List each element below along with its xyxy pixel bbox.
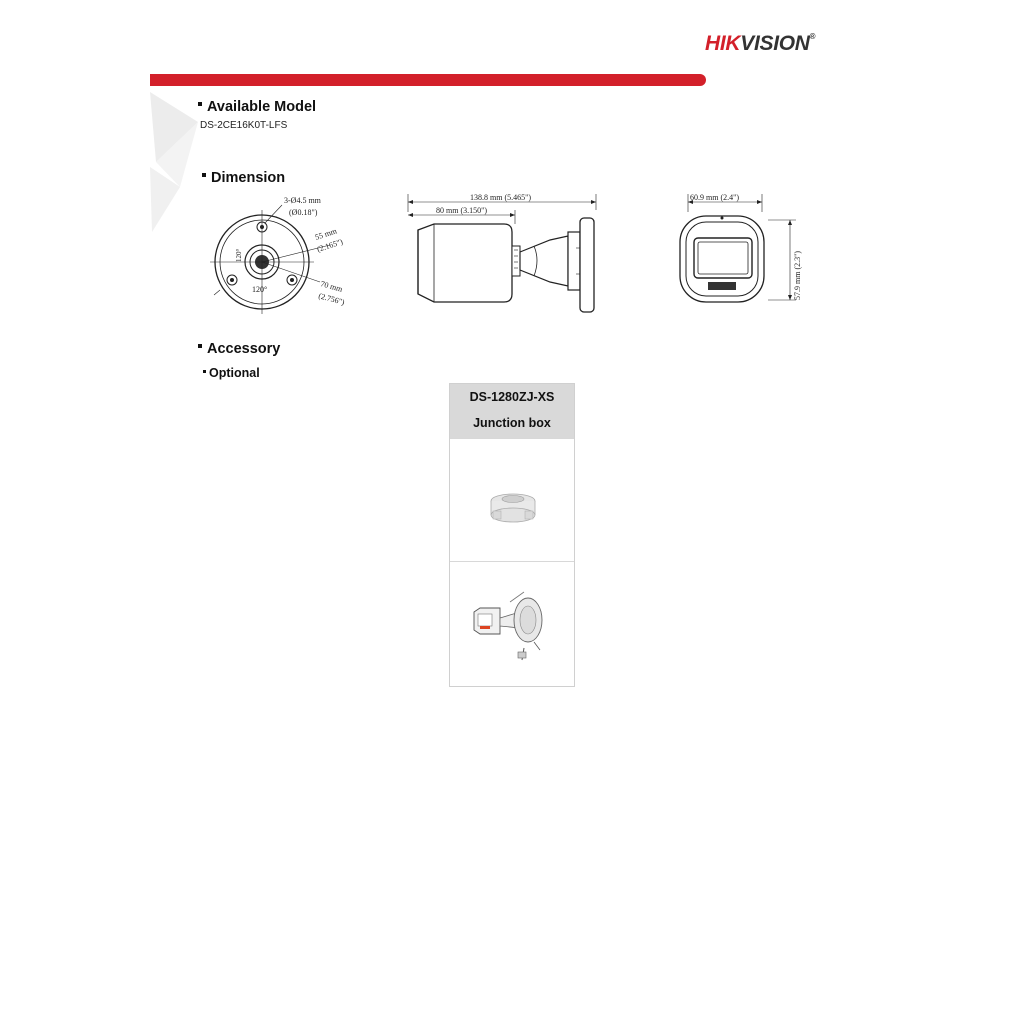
bullet-icon [198,344,202,348]
accessory-card-header [450,384,574,438]
accessory-card [449,383,575,687]
total-length-label: 138.8 mm (5.465") [470,193,532,202]
available-model-heading-text: Available Model [207,99,317,115]
model-number: DS-2CE16K0T-LFS [200,120,288,131]
optional-subheading [203,366,260,380]
registered-mark: ® [809,32,816,41]
hole-label: 3-Ø4.5 mm [284,196,321,205]
hole-label-inch: (Ø0.18") [289,208,318,217]
junction-box-icon [450,439,574,561]
bullet-icon [202,173,206,177]
dim-55mm-inch-label: (2.165") [315,237,344,254]
accessory-heading [198,341,280,357]
base-view-drawing [200,190,360,315]
brand-logo-dark: VISION [740,32,810,55]
bullet-icon [198,102,202,106]
front-height-label: 57.9 mm (2.3") [793,250,802,300]
angle-label-top: 120° [235,248,243,262]
dimension-heading [202,170,285,186]
accessory-name: Junction box [473,416,551,430]
dim-70mm-inch-label: (2.756") [317,291,346,307]
dimension-heading-text: Dimension [211,170,286,186]
angle-label-bottom: 120° [252,285,268,294]
bullet-icon [203,370,206,373]
accessory-image-cell-1 [450,438,574,561]
optional-subheading-text: Optional [209,366,260,380]
dim-55mm-label: 55 mm [313,226,338,242]
front-width-label: 60.9 mm (2.4") [690,193,740,202]
front-view-drawing [672,190,812,315]
header-red-bar [150,74,706,86]
dim-70mm-label: 70 mm [319,279,344,294]
brand-logo [705,32,815,56]
body-length-label: 80 mm (3.150") [436,206,488,215]
side-view-drawing [400,190,610,315]
camera-on-junction-box-icon [450,562,574,686]
brand-logo-red: HIK [705,32,741,55]
accessory-model: DS-1280ZJ-XS [469,390,555,404]
accessory-image-cell-2 [450,561,574,686]
accessory-heading-text: Accessory [207,341,281,357]
available-model-heading [198,99,316,115]
